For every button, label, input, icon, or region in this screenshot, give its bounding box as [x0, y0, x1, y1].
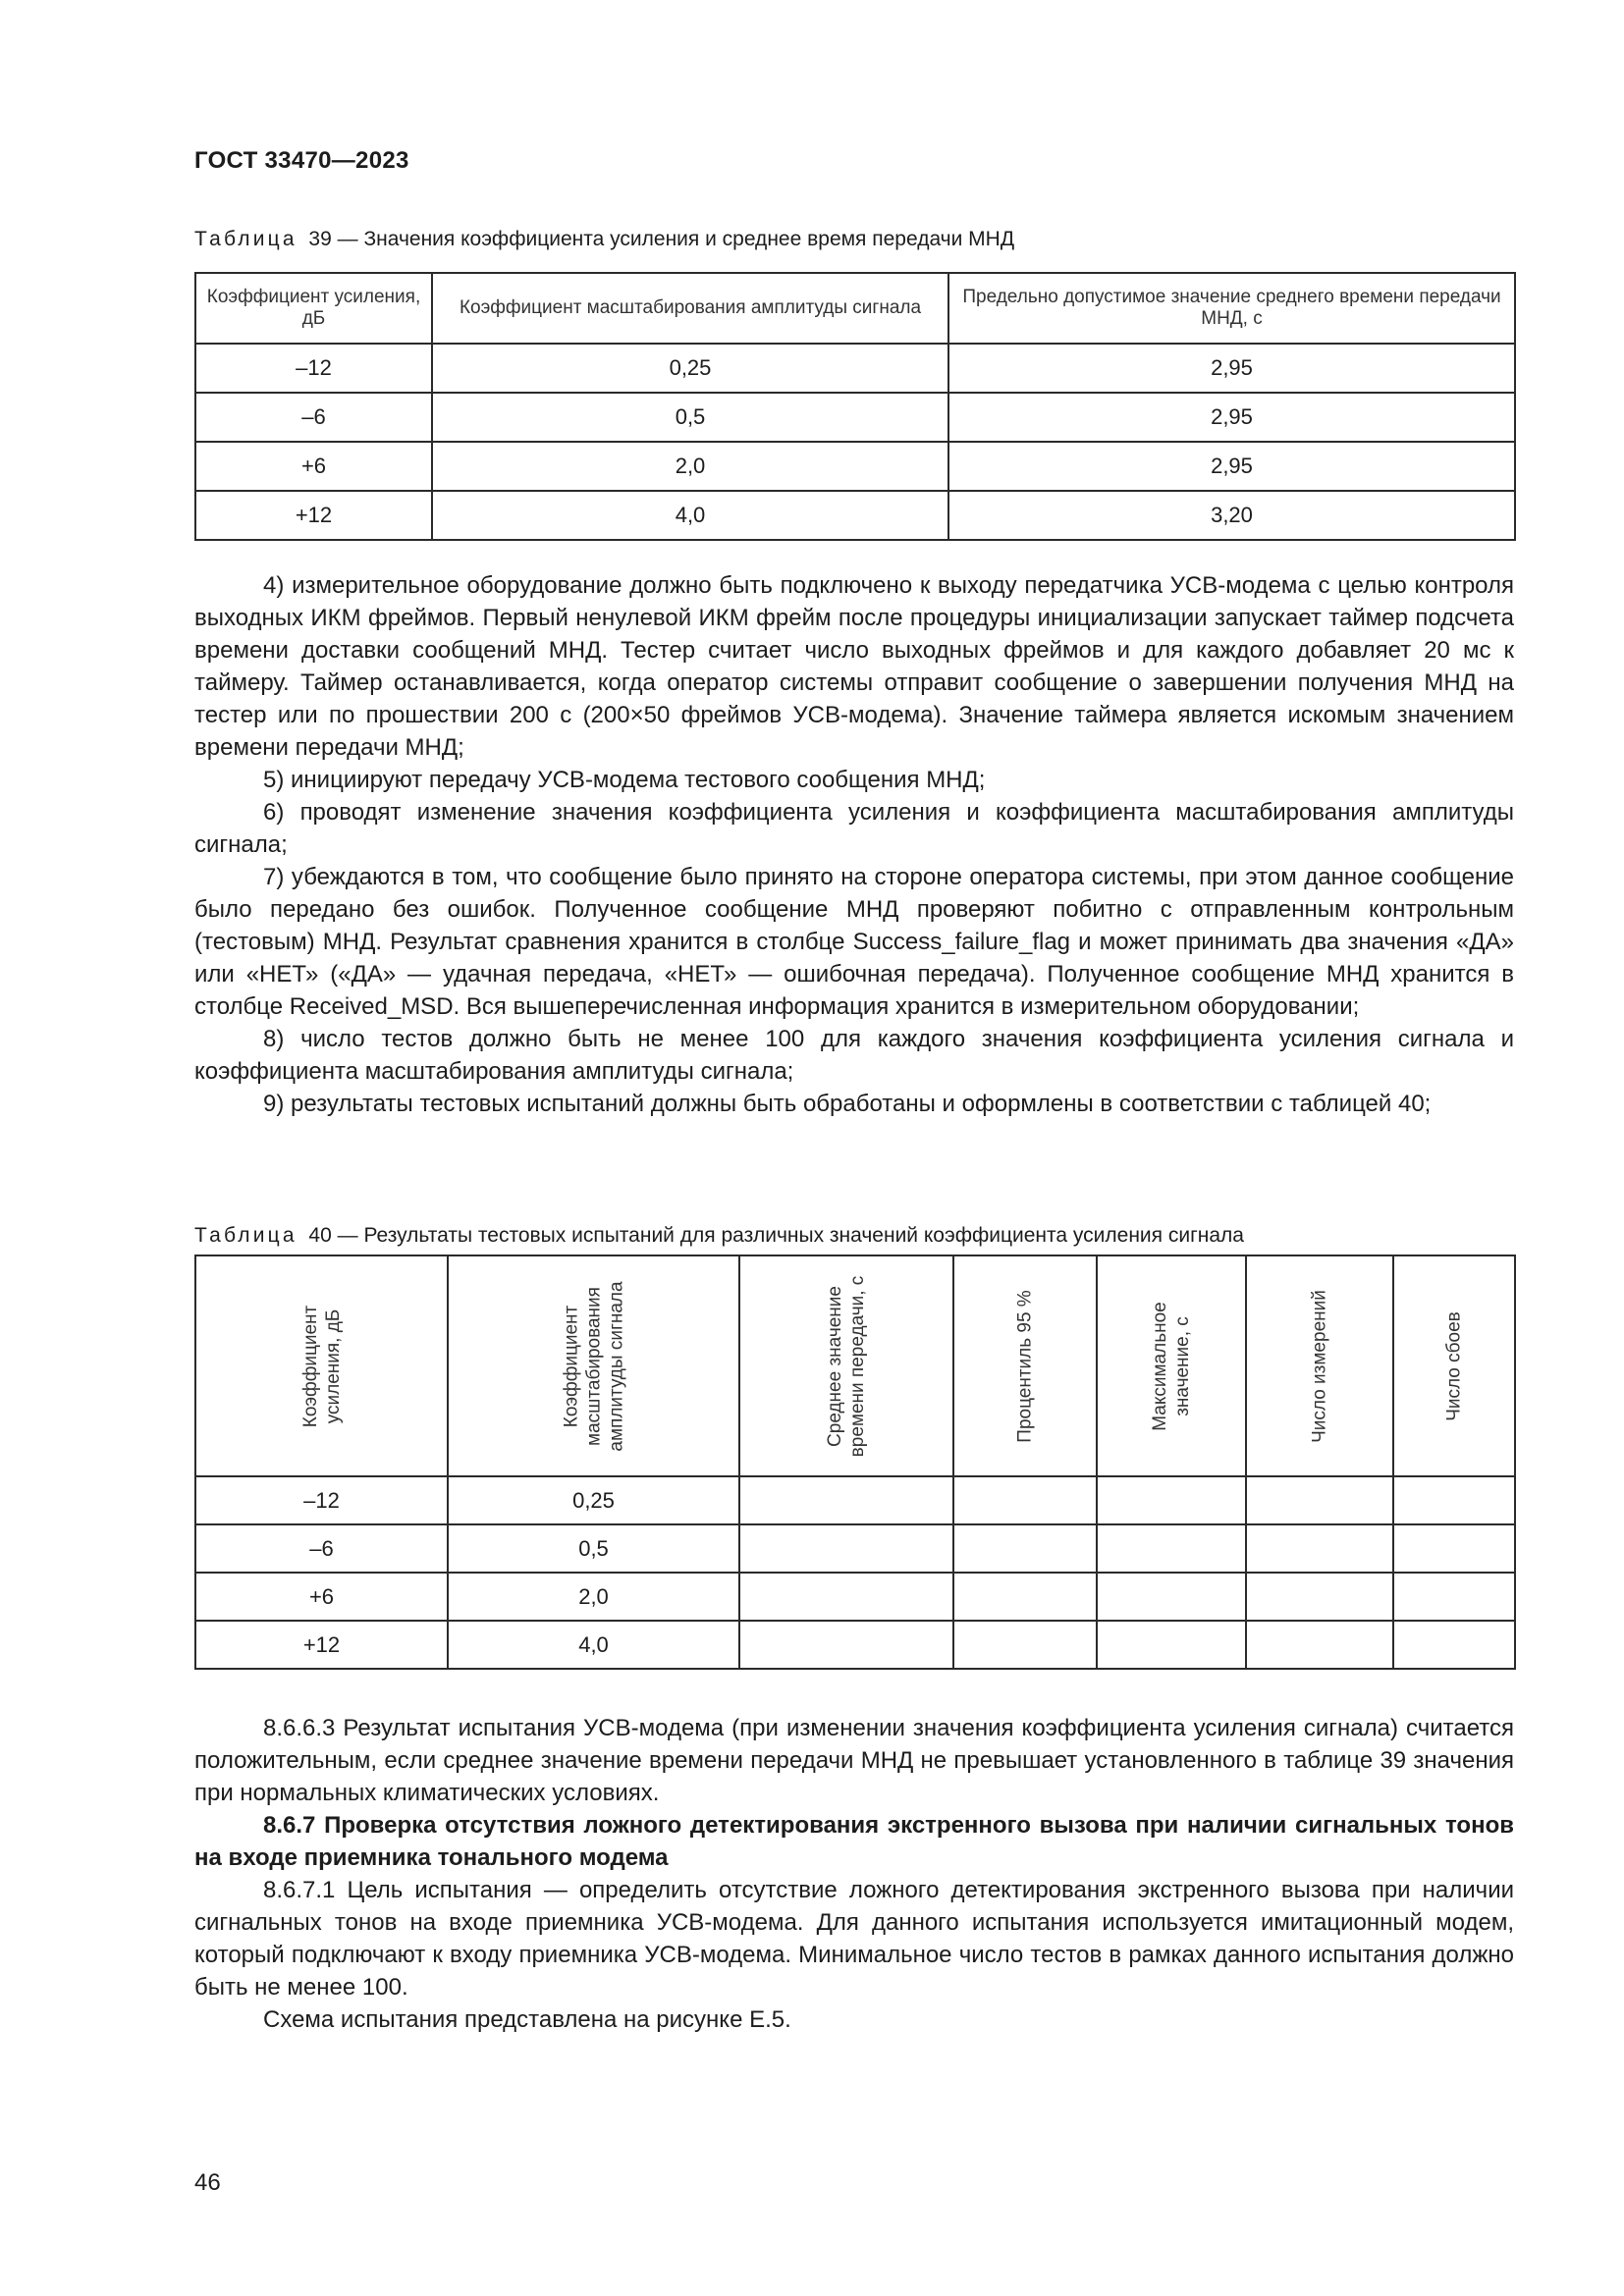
table-cell: 4,0 — [432, 491, 948, 540]
table-cell: 2,95 — [948, 442, 1515, 491]
table-cell — [1097, 1573, 1246, 1621]
list-item: 6) проводят изменение значения коэффициента усиления и коэффициента масштабирования амплитуды сигнала; — [194, 799, 1514, 858]
table-cell — [1246, 1573, 1393, 1621]
table-row — [195, 442, 1515, 491]
column-header: Число измерений — [1246, 1255, 1393, 1476]
column-header: Среднее значение времени передачи, с — [739, 1255, 953, 1476]
list-item: 8) число тестов должно быть не менее 100 для каждого значения коэффициента усиления сигнала и коэффициента масштабирования амплитуды сигнала; — [194, 1026, 1514, 1085]
table-cell: 4,0 — [448, 1621, 739, 1669]
column-header: Максимальное значение, с — [1097, 1255, 1246, 1476]
column-header: Процентиль 95 % — [953, 1255, 1097, 1476]
page-number: 46 — [194, 2169, 221, 2196]
column-header: Коэффициент масштабирования амплитуды сигнала — [448, 1255, 739, 1476]
column-header: Число сбоев — [1393, 1255, 1515, 1476]
table-cell: 0,25 — [448, 1476, 739, 1524]
table-cell: –12 — [195, 344, 432, 393]
table-cell: +6 — [195, 1573, 448, 1621]
column-header: Предельно допустимое значение среднего времени передачи МНД, с — [948, 273, 1515, 344]
table-row — [195, 1573, 1515, 1621]
table-39-caption — [194, 228, 1014, 251]
table-row — [195, 491, 1515, 540]
table-40 — [194, 1255, 1516, 1670]
table-40-caption — [194, 1224, 1244, 1248]
table-cell — [953, 1524, 1097, 1573]
table-caption-text: 39 — Значения коэффициента усиления и среднее время передачи МНД — [308, 228, 1015, 250]
table-cell: +6 — [195, 442, 432, 491]
table-cell — [1097, 1621, 1246, 1669]
table-cell — [1393, 1476, 1515, 1524]
column-header: Коэффициент масштабирования амплитуды сигнала — [432, 273, 948, 344]
table-cell: –6 — [195, 1524, 448, 1573]
table-cell — [1246, 1621, 1393, 1669]
table-caption-lead: Таблица — [194, 1224, 298, 1247]
table-cell — [1393, 1524, 1515, 1573]
table-header-row — [195, 273, 1515, 344]
table-cell: 2,95 — [948, 344, 1515, 393]
table-cell: +12 — [195, 1621, 448, 1669]
table-cell: 0,25 — [432, 344, 948, 393]
table-cell: 2,95 — [948, 393, 1515, 442]
numbered-steps — [194, 569, 1514, 1120]
table-cell — [1246, 1524, 1393, 1573]
table-cell — [953, 1573, 1097, 1621]
paragraph: 8.6.7.1 Цель испытания — определить отсутствие ложного детектирования экстренного вызова при наличии сигнальных тонов на входе приемника УСВ-модема. Для данного испытания используется имитационный модем, который подключают к входу приемника УСВ-модема. Минимальное число тестов в рамках данного испытания должно быть не менее 100. — [194, 1877, 1514, 2001]
paragraph: Схема испытания представлена на рисунке Е.5. — [263, 2006, 791, 2033]
table-cell: 0,5 — [448, 1524, 739, 1573]
list-item: 9) результаты тестовых испытаний должны быть обработаны и оформлены в соответствии с таблицей 40; — [263, 1091, 1432, 1117]
table-cell — [953, 1621, 1097, 1669]
section-text — [194, 1712, 1514, 2036]
table-cell: 0,5 — [432, 393, 948, 442]
table-caption-lead: Таблица — [194, 228, 298, 250]
standard-header: ГОСТ 33470—2023 — [194, 147, 409, 174]
table-row — [195, 1621, 1515, 1669]
table-cell: 2,0 — [432, 442, 948, 491]
list-item: 4) измерительное оборудование должно быть подключено к выходу передатчика УСВ-модема с целью контроля выходных ИКМ фреймов. Первый ненулевой ИКМ фрейм после процедуры инициализации запускает таймер подсчета времени доставки сообщений МНД. Тестер считает число выходных фреймов и для каждого добавляет 20 мс к таймеру. Таймер останавливается, когда оператор системы отправит сообщение о завершении получения МНД на тестер или по прошествии 200 с (200×50 фреймов УСВ-модема). Значение таймера является искомым значением времени передачи МНД; — [194, 572, 1514, 761]
table-cell: –6 — [195, 393, 432, 442]
table-row — [195, 344, 1515, 393]
table-cell: –12 — [195, 1476, 448, 1524]
table-cell — [739, 1476, 953, 1524]
table-cell: 2,0 — [448, 1573, 739, 1621]
table-cell — [1097, 1476, 1246, 1524]
table-39 — [194, 272, 1516, 541]
table-header-row — [195, 1255, 1515, 1476]
table-cell — [1097, 1524, 1246, 1573]
table-cell — [1393, 1621, 1515, 1669]
table-cell — [953, 1476, 1097, 1524]
table-cell — [1246, 1476, 1393, 1524]
table-cell — [739, 1573, 953, 1621]
column-header: Коэффициент усиления, дБ — [195, 273, 432, 344]
table-row — [195, 1476, 1515, 1524]
table-row — [195, 1524, 1515, 1573]
table-row — [195, 393, 1515, 442]
table-cell: +12 — [195, 491, 432, 540]
table-cell — [739, 1524, 953, 1573]
table-cell — [739, 1621, 953, 1669]
list-item: 7) убеждаются в том, что сообщение было принято на стороне оператора системы, при этом данное сообщение было передано без ошибок. Полученное сообщение МНД проверяют побитно с отправленным контрольным (тестовым) МНД. Результат сравнения хранится в столбце Success_failure_flag и может принимать два значения «ДА» или «НЕТ» («ДА» — удачная передача, «НЕТ» — ошибочная передача). Полученное сообщение МНД хранится в столбце Received_MSD. Вся вышеперечисленная информация хранится в измерительном оборудовании; — [194, 864, 1514, 1020]
table-cell: 3,20 — [948, 491, 1515, 540]
column-header: Коэффициент усиления, дБ — [195, 1255, 448, 1476]
section-heading: 8.6.7 Проверка отсутствия ложного детектирования экстренного вызова при наличии сигнальных тонов на входе приемника тонального модема — [194, 1812, 1514, 1871]
list-item: 5) инициируют передачу УСВ-модема тестового сообщения МНД; — [263, 767, 986, 793]
table-cell — [1393, 1573, 1515, 1621]
table-caption-text: 40 — Результаты тестовых испытаний для различных значений коэффициента усиления сигнала — [308, 1224, 1244, 1247]
paragraph: 8.6.6.3 Результат испытания УСВ-модема (при изменении значения коэффициента усиления сигнала) считается положительным, если среднее значение времени передачи МНД не превышает установленного в таблице 39 значения при нормальных климатических условиях. — [194, 1715, 1514, 1806]
